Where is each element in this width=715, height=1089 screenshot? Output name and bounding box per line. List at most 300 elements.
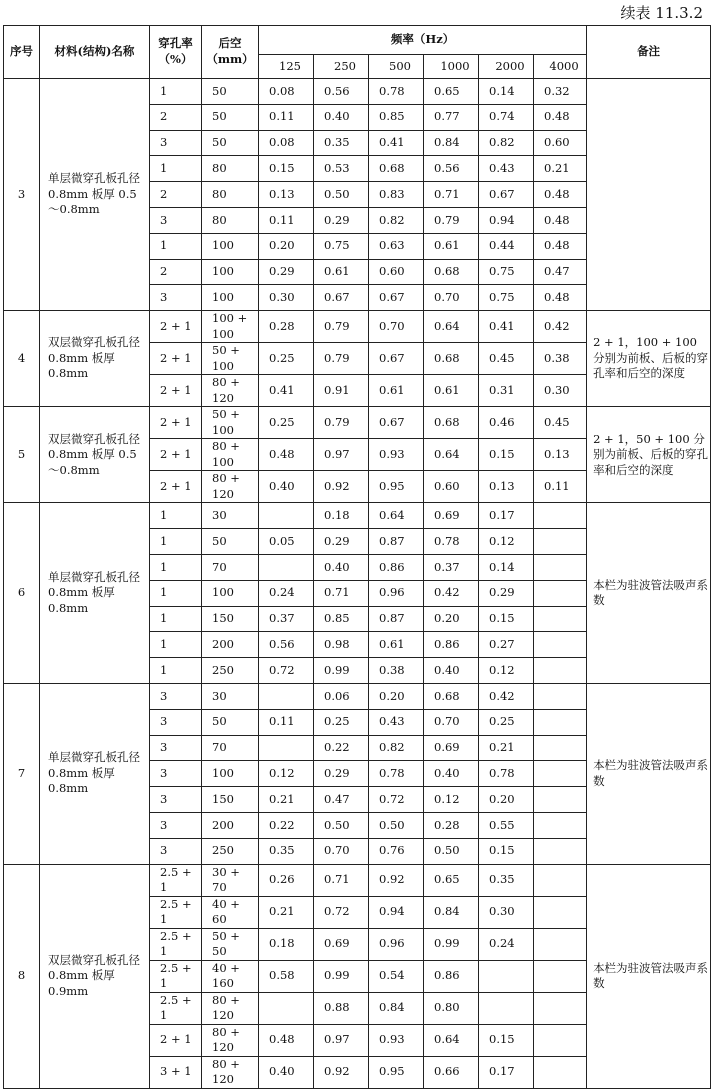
remark-cell: 本栏为驻波管法吸声系数 (587, 683, 711, 864)
coefficient-cell: 0.69 (424, 503, 479, 529)
coefficient-cell: 0.88 (314, 992, 369, 1024)
coefficient-cell (534, 960, 587, 992)
cavity-cell: 100 (202, 285, 259, 311)
coefficient-cell (534, 580, 587, 606)
perforation-cell: 1 (150, 79, 202, 105)
coefficient-cell: 0.48 (534, 104, 587, 130)
coefficient-cell: 0.35 (479, 864, 534, 896)
coefficient-cell: 0.35 (314, 130, 369, 156)
coefficient-cell: 0.94 (479, 207, 534, 233)
coefficient-cell: 0.22 (314, 735, 369, 761)
coefficient-cell: 0.92 (369, 864, 424, 896)
cavity-cell: 40 + 160 (202, 960, 259, 992)
coefficient-cell: 0.97 (314, 1024, 369, 1056)
coefficient-cell: 0.64 (424, 439, 479, 471)
header-frequency: 频率（Hz） (259, 26, 587, 55)
coefficient-cell: 0.26 (259, 864, 314, 896)
cavity-cell: 150 (202, 787, 259, 813)
coefficient-cell: 0.63 (369, 233, 424, 259)
coefficient-cell: 0.66 (424, 1056, 479, 1088)
coefficient-cell: 0.14 (479, 79, 534, 105)
coefficient-cell: 0.67 (369, 407, 424, 439)
coefficient-cell: 0.06 (314, 683, 369, 709)
coefficient-cell: 0.18 (314, 503, 369, 529)
coefficient-cell: 0.47 (314, 787, 369, 813)
coefficient-cell: 0.11 (534, 471, 587, 503)
cavity-cell: 50 + 50 (202, 928, 259, 960)
coefficient-cell: 0.13 (534, 439, 587, 471)
coefficient-cell: 0.79 (314, 407, 369, 439)
coefficient-cell: 0.61 (424, 375, 479, 407)
perforation-cell: 3 (150, 709, 202, 735)
cavity-cell: 80 (202, 156, 259, 182)
remark-cell (587, 79, 711, 311)
cavity-cell: 30 (202, 683, 259, 709)
coefficient-cell: 0.05 (259, 529, 314, 555)
coefficient-cell (534, 683, 587, 709)
header-remark: 备注 (587, 26, 711, 79)
coefficient-cell: 0.70 (369, 311, 424, 343)
coefficient-cell: 0.20 (259, 233, 314, 259)
cavity-cell: 100 (202, 233, 259, 259)
coefficient-cell: 0.78 (424, 529, 479, 555)
coefficient-cell: 0.48 (259, 1024, 314, 1056)
coefficient-cell: 0.84 (369, 992, 424, 1024)
coefficient-cell: 0.56 (424, 156, 479, 182)
coefficient-cell: 0.27 (479, 632, 534, 658)
group-number: 5 (4, 407, 40, 503)
coefficient-cell (259, 554, 314, 580)
coefficient-cell: 0.91 (314, 375, 369, 407)
perforation-cell: 2.5 + 1 (150, 992, 202, 1024)
coefficient-cell: 0.15 (479, 606, 534, 632)
perforation-cell: 3 (150, 130, 202, 156)
coefficient-cell: 0.45 (534, 407, 587, 439)
coefficient-cell: 0.95 (369, 1056, 424, 1088)
coefficient-cell (259, 683, 314, 709)
coefficient-cell: 0.28 (424, 812, 479, 838)
coefficient-cell: 0.43 (479, 156, 534, 182)
coefficient-cell: 0.60 (424, 471, 479, 503)
coefficient-cell: 0.64 (424, 1024, 479, 1056)
perforation-cell: 1 (150, 233, 202, 259)
coefficient-cell: 0.38 (369, 658, 424, 684)
remark-cell: 本栏为驻波管法吸声系数 (587, 864, 711, 1088)
coefficient-cell: 0.17 (479, 503, 534, 529)
coefficient-cell: 0.45 (479, 343, 534, 375)
table-row (4, 407, 711, 439)
coefficient-cell: 0.65 (424, 79, 479, 105)
absorption-coefficient-table (3, 25, 711, 1089)
coefficient-cell: 0.86 (424, 632, 479, 658)
coefficient-cell (479, 960, 534, 992)
freq-125: 125 (259, 55, 314, 79)
perforation-cell: 2 + 1 (150, 471, 202, 503)
coefficient-cell: 0.42 (534, 311, 587, 343)
coefficient-cell: 0.37 (424, 554, 479, 580)
continued-table-label: 续表 11.3.2 (620, 4, 703, 22)
coefficient-cell: 0.98 (314, 632, 369, 658)
coefficient-cell (534, 787, 587, 813)
perforation-cell: 2.5 + 1 (150, 960, 202, 992)
material-name: 单层微穿孔板孔径 0.8mm 板厚 0.8mm (40, 683, 150, 864)
coefficient-cell: 0.44 (479, 233, 534, 259)
cavity-cell: 80 + 100 (202, 439, 259, 471)
perforation-cell: 2 (150, 259, 202, 285)
coefficient-cell: 0.78 (369, 761, 424, 787)
coefficient-cell: 0.21 (259, 787, 314, 813)
coefficient-cell: 0.40 (259, 471, 314, 503)
coefficient-cell: 0.11 (259, 709, 314, 735)
coefficient-cell (479, 992, 534, 1024)
cavity-cell: 80 + 120 (202, 1056, 259, 1088)
coefficient-cell: 0.08 (259, 79, 314, 105)
coefficient-cell: 0.40 (424, 761, 479, 787)
coefficient-cell: 0.93 (369, 439, 424, 471)
coefficient-cell: 0.85 (314, 606, 369, 632)
freq-1000: 1000 (424, 55, 479, 79)
perforation-cell: 3 (150, 207, 202, 233)
coefficient-cell: 0.41 (369, 130, 424, 156)
perforation-cell: 2 (150, 182, 202, 208)
coefficient-cell: 0.30 (534, 375, 587, 407)
coefficient-cell: 0.17 (479, 1056, 534, 1088)
coefficient-cell (534, 761, 587, 787)
coefficient-cell: 0.25 (259, 407, 314, 439)
coefficient-cell: 0.67 (369, 343, 424, 375)
coefficient-cell (534, 838, 587, 864)
coefficient-cell: 0.24 (259, 580, 314, 606)
perforation-cell: 1 (150, 529, 202, 555)
coefficient-cell: 0.13 (479, 471, 534, 503)
cavity-cell: 80 (202, 182, 259, 208)
coefficient-cell: 0.68 (424, 259, 479, 285)
coefficient-cell: 0.55 (479, 812, 534, 838)
coefficient-cell (534, 529, 587, 555)
cavity-cell: 100 (202, 761, 259, 787)
freq-2000: 2000 (479, 55, 534, 79)
coefficient-cell: 0.76 (369, 838, 424, 864)
coefficient-cell: 0.86 (424, 960, 479, 992)
table-row (4, 864, 711, 896)
coefficient-cell: 0.70 (424, 709, 479, 735)
coefficient-cell: 0.84 (424, 130, 479, 156)
coefficient-cell: 0.79 (314, 343, 369, 375)
coefficient-cell (534, 812, 587, 838)
coefficient-cell: 0.60 (534, 130, 587, 156)
cavity-cell: 50 (202, 104, 259, 130)
coefficient-cell: 0.79 (424, 207, 479, 233)
header-material: 材料(结构)名称 (40, 26, 150, 79)
coefficient-cell: 0.41 (259, 375, 314, 407)
coefficient-cell (534, 503, 587, 529)
perforation-cell: 3 (150, 812, 202, 838)
coefficient-cell: 0.29 (479, 580, 534, 606)
coefficient-cell: 0.46 (479, 407, 534, 439)
coefficient-cell: 0.71 (314, 864, 369, 896)
coefficient-cell: 0.14 (479, 554, 534, 580)
coefficient-cell: 0.53 (314, 156, 369, 182)
coefficient-cell: 0.42 (424, 580, 479, 606)
coefficient-cell: 0.40 (314, 554, 369, 580)
coefficient-cell: 0.12 (479, 529, 534, 555)
freq-4000: 4000 (534, 55, 587, 79)
coefficient-cell: 0.28 (259, 311, 314, 343)
coefficient-cell: 0.70 (314, 838, 369, 864)
coefficient-cell: 0.21 (479, 735, 534, 761)
perforation-cell: 2.5 + 1 (150, 864, 202, 896)
coefficient-cell (534, 896, 587, 928)
header-cavity: 后空（mm） (202, 26, 259, 79)
perforation-cell: 2.5 + 1 (150, 896, 202, 928)
coefficient-cell: 0.11 (259, 207, 314, 233)
cavity-cell: 50 + 100 (202, 343, 259, 375)
coefficient-cell: 0.56 (259, 632, 314, 658)
coefficient-cell: 0.77 (424, 104, 479, 130)
coefficient-cell: 0.69 (314, 928, 369, 960)
coefficient-cell: 0.99 (314, 658, 369, 684)
coefficient-cell: 0.58 (259, 960, 314, 992)
coefficient-cell: 0.43 (369, 709, 424, 735)
coefficient-cell (259, 503, 314, 529)
coefficient-cell: 0.68 (424, 683, 479, 709)
cavity-cell: 200 (202, 632, 259, 658)
perforation-cell: 2 + 1 (150, 407, 202, 439)
freq-500: 500 (369, 55, 424, 79)
coefficient-cell: 0.48 (534, 207, 587, 233)
coefficient-cell: 0.12 (479, 658, 534, 684)
coefficient-cell: 0.21 (259, 896, 314, 928)
coefficient-cell: 0.82 (369, 735, 424, 761)
remark-cell: 本栏为驻波管法吸声系数 (587, 503, 711, 684)
cavity-cell: 150 (202, 606, 259, 632)
coefficient-cell: 0.64 (369, 503, 424, 529)
perforation-cell: 2.5 + 1 (150, 928, 202, 960)
coefficient-cell: 0.38 (534, 343, 587, 375)
coefficient-cell: 0.20 (424, 606, 479, 632)
coefficient-cell: 0.60 (369, 259, 424, 285)
coefficient-cell: 0.93 (369, 1024, 424, 1056)
perforation-cell: 1 (150, 606, 202, 632)
coefficient-cell: 0.20 (369, 683, 424, 709)
coefficient-cell (534, 735, 587, 761)
coefficient-cell: 0.15 (479, 439, 534, 471)
coefficient-cell: 0.92 (314, 471, 369, 503)
coefficient-cell: 0.72 (369, 787, 424, 813)
material-name: 单层微穿孔板孔径 0.8mm 板厚 0.5～0.8mm (40, 79, 150, 311)
coefficient-cell: 0.30 (259, 285, 314, 311)
coefficient-cell (259, 992, 314, 1024)
coefficient-cell: 0.29 (259, 259, 314, 285)
coefficient-cell: 0.29 (314, 207, 369, 233)
coefficient-cell: 0.22 (259, 812, 314, 838)
coefficient-cell: 0.32 (534, 79, 587, 105)
coefficient-cell: 0.87 (369, 529, 424, 555)
coefficient-cell: 0.75 (479, 259, 534, 285)
coefficient-cell: 0.82 (369, 207, 424, 233)
coefficient-cell: 0.86 (369, 554, 424, 580)
table-row (4, 311, 711, 343)
cavity-cell: 80 + 120 (202, 1024, 259, 1056)
coefficient-cell: 0.75 (479, 285, 534, 311)
perforation-cell: 3 (150, 683, 202, 709)
cavity-cell: 80 + 120 (202, 471, 259, 503)
coefficient-cell: 0.54 (369, 960, 424, 992)
coefficient-cell: 0.40 (424, 658, 479, 684)
perforation-cell: 3 (150, 285, 202, 311)
coefficient-cell: 0.21 (534, 156, 587, 182)
coefficient-cell: 0.65 (424, 864, 479, 896)
coefficient-cell (534, 658, 587, 684)
table-body (4, 26, 711, 1089)
group-number: 7 (4, 683, 40, 864)
coefficient-cell (534, 709, 587, 735)
cavity-cell: 50 (202, 79, 259, 105)
coefficient-cell: 0.50 (314, 812, 369, 838)
perforation-cell: 1 (150, 632, 202, 658)
coefficient-cell: 0.85 (369, 104, 424, 130)
coefficient-cell: 0.48 (259, 439, 314, 471)
group-number: 6 (4, 503, 40, 684)
coefficient-cell: 0.25 (314, 709, 369, 735)
perforation-cell: 1 (150, 658, 202, 684)
coefficient-cell: 0.48 (534, 233, 587, 259)
coefficient-cell (534, 632, 587, 658)
perforation-cell: 1 (150, 503, 202, 529)
coefficient-cell: 0.18 (259, 928, 314, 960)
group-number: 4 (4, 311, 40, 407)
coefficient-cell: 0.72 (314, 896, 369, 928)
coefficient-cell: 0.74 (479, 104, 534, 130)
coefficient-cell: 0.67 (369, 285, 424, 311)
perforation-cell: 3 + 1 (150, 1056, 202, 1088)
cavity-cell: 40 + 60 (202, 896, 259, 928)
coefficient-cell: 0.75 (314, 233, 369, 259)
table-row (4, 79, 711, 105)
material-name: 单层微穿孔板孔径 0.8mm 板厚 0.8mm (40, 503, 150, 684)
coefficient-cell: 0.96 (369, 928, 424, 960)
coefficient-cell: 0.30 (479, 896, 534, 928)
cavity-cell: 80 + 120 (202, 375, 259, 407)
coefficient-cell: 0.69 (424, 735, 479, 761)
coefficient-cell: 0.25 (259, 343, 314, 375)
coefficient-cell: 0.80 (424, 992, 479, 1024)
coefficient-cell: 0.95 (369, 471, 424, 503)
group-number: 3 (4, 79, 40, 311)
coefficient-cell: 0.84 (424, 896, 479, 928)
perforation-cell: 2 (150, 104, 202, 130)
header-no: 序号 (4, 26, 40, 79)
coefficient-cell: 0.61 (424, 233, 479, 259)
coefficient-cell: 0.71 (424, 182, 479, 208)
coefficient-cell: 0.61 (314, 259, 369, 285)
perforation-cell: 1 (150, 156, 202, 182)
coefficient-cell: 0.29 (314, 761, 369, 787)
header-perforation: 穿孔率（%） (150, 26, 202, 79)
cavity-cell: 50 + 100 (202, 407, 259, 439)
remark-cell: 2 + 1，100 + 100 分别为前板、后板的穿孔率和后空的深度 (587, 311, 711, 407)
perforation-cell: 3 (150, 838, 202, 864)
perforation-cell: 1 (150, 580, 202, 606)
material-name: 双层微穿孔板孔径 0.8mm 板厚 0.5～0.8mm (40, 407, 150, 503)
coefficient-cell: 0.40 (259, 1056, 314, 1088)
coefficient-cell: 0.50 (314, 182, 369, 208)
perforation-cell: 2 + 1 (150, 375, 202, 407)
group-number: 8 (4, 864, 40, 1088)
cavity-cell: 80 + 120 (202, 992, 259, 1024)
coefficient-cell: 0.50 (424, 838, 479, 864)
coefficient-cell: 0.87 (369, 606, 424, 632)
perforation-cell: 3 (150, 761, 202, 787)
coefficient-cell: 0.35 (259, 838, 314, 864)
coefficient-cell: 0.96 (369, 580, 424, 606)
coefficient-cell: 0.29 (314, 529, 369, 555)
cavity-cell: 50 (202, 130, 259, 156)
coefficient-cell: 0.82 (479, 130, 534, 156)
coefficient-cell: 0.48 (534, 285, 587, 311)
coefficient-cell: 0.97 (314, 439, 369, 471)
coefficient-cell (534, 1024, 587, 1056)
coefficient-cell (534, 864, 587, 896)
header-row (4, 26, 711, 55)
coefficient-cell: 0.20 (479, 787, 534, 813)
coefficient-cell: 0.42 (479, 683, 534, 709)
perforation-cell: 3 (150, 787, 202, 813)
coefficient-cell: 0.94 (369, 896, 424, 928)
coefficient-cell (259, 735, 314, 761)
coefficient-cell: 0.50 (369, 812, 424, 838)
coefficient-cell: 0.71 (314, 580, 369, 606)
coefficient-cell: 0.67 (314, 285, 369, 311)
cavity-cell: 30 (202, 503, 259, 529)
coefficient-cell: 0.68 (369, 156, 424, 182)
coefficient-cell: 0.12 (424, 787, 479, 813)
coefficient-cell: 0.68 (424, 343, 479, 375)
coefficient-cell (534, 606, 587, 632)
perforation-cell: 2 + 1 (150, 1024, 202, 1056)
perforation-cell: 1 (150, 554, 202, 580)
cavity-cell: 250 (202, 658, 259, 684)
coefficient-cell: 0.99 (424, 928, 479, 960)
coefficient-cell: 0.37 (259, 606, 314, 632)
perforation-cell: 2 + 1 (150, 343, 202, 375)
remark-cell: 2 + 1，50 + 100 分别为前板、后板的穿孔率和后空的深度 (587, 407, 711, 503)
coefficient-cell: 0.68 (424, 407, 479, 439)
coefficient-cell: 0.15 (259, 156, 314, 182)
table-row (4, 683, 711, 709)
cavity-cell: 50 (202, 529, 259, 555)
coefficient-cell: 0.83 (369, 182, 424, 208)
coefficient-cell: 0.61 (369, 632, 424, 658)
coefficient-cell: 0.61 (369, 375, 424, 407)
coefficient-cell: 0.11 (259, 104, 314, 130)
coefficient-cell: 0.24 (479, 928, 534, 960)
perforation-cell: 2 + 1 (150, 311, 202, 343)
coefficient-cell (534, 928, 587, 960)
coefficient-cell: 0.41 (479, 311, 534, 343)
coefficient-cell (534, 554, 587, 580)
coefficient-cell: 0.31 (479, 375, 534, 407)
freq-250: 250 (314, 55, 369, 79)
cavity-cell: 100 + 100 (202, 311, 259, 343)
perforation-cell: 2 + 1 (150, 439, 202, 471)
coefficient-cell: 0.64 (424, 311, 479, 343)
cavity-cell: 50 (202, 709, 259, 735)
coefficient-cell: 0.47 (534, 259, 587, 285)
coefficient-cell: 0.92 (314, 1056, 369, 1088)
coefficient-cell: 0.12 (259, 761, 314, 787)
coefficient-cell: 0.13 (259, 182, 314, 208)
